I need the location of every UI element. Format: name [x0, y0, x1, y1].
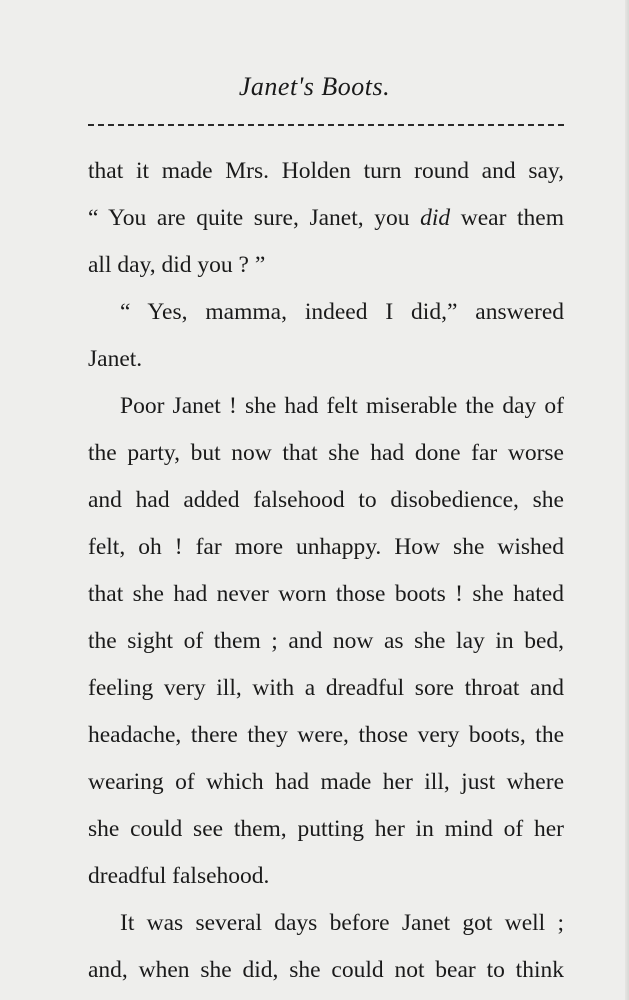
text-fragment: “ You are quite sure, Janet, you — [88, 205, 410, 231]
text-line: all day, did you ? ” — [88, 252, 266, 278]
page-edge-shadow — [625, 0, 629, 1000]
text-line: Janet. — [88, 346, 143, 372]
text-line: she could see them, putting her in mind of her — [88, 816, 564, 842]
text-line: and had added falsehood to disobedience, she — [88, 487, 564, 513]
text-line: wearing of which had made her ill, just where — [88, 769, 564, 795]
text-line: dreadful falsehood. — [88, 863, 270, 889]
emphasized-word: did — [420, 205, 451, 231]
text-line: “ Yes, mamma, indeed I did,” answered — [120, 299, 564, 325]
text-line: feeling very ill, with a dreadful sore throat and — [88, 675, 564, 701]
text-line: felt, oh ! far more unhappy. How she wished — [88, 534, 564, 560]
text-line: It was several days before Janet got well ; — [120, 910, 564, 936]
text-line: Poor Janet ! she had felt miserable the day of — [120, 393, 564, 419]
header-rule — [88, 124, 564, 126]
text-fragment: wear them — [460, 205, 565, 231]
running-head: Janet's Boots. — [238, 72, 391, 101]
text-line: that she had never worn those boots ! she hated — [88, 581, 564, 607]
text-line: and, when she did, she could not bear to think — [88, 957, 564, 983]
text-line: that it made Mrs. Holden turn round and say, — [88, 158, 564, 184]
text-line: headache, there they were, those very boots, the — [88, 722, 564, 748]
text-line: the sight of them ; and now as she lay in bed, — [88, 628, 564, 654]
text-line — [88, 195, 564, 242]
body-text — [88, 148, 564, 994]
text-line: the party, but now that she had done far worse — [88, 440, 564, 466]
